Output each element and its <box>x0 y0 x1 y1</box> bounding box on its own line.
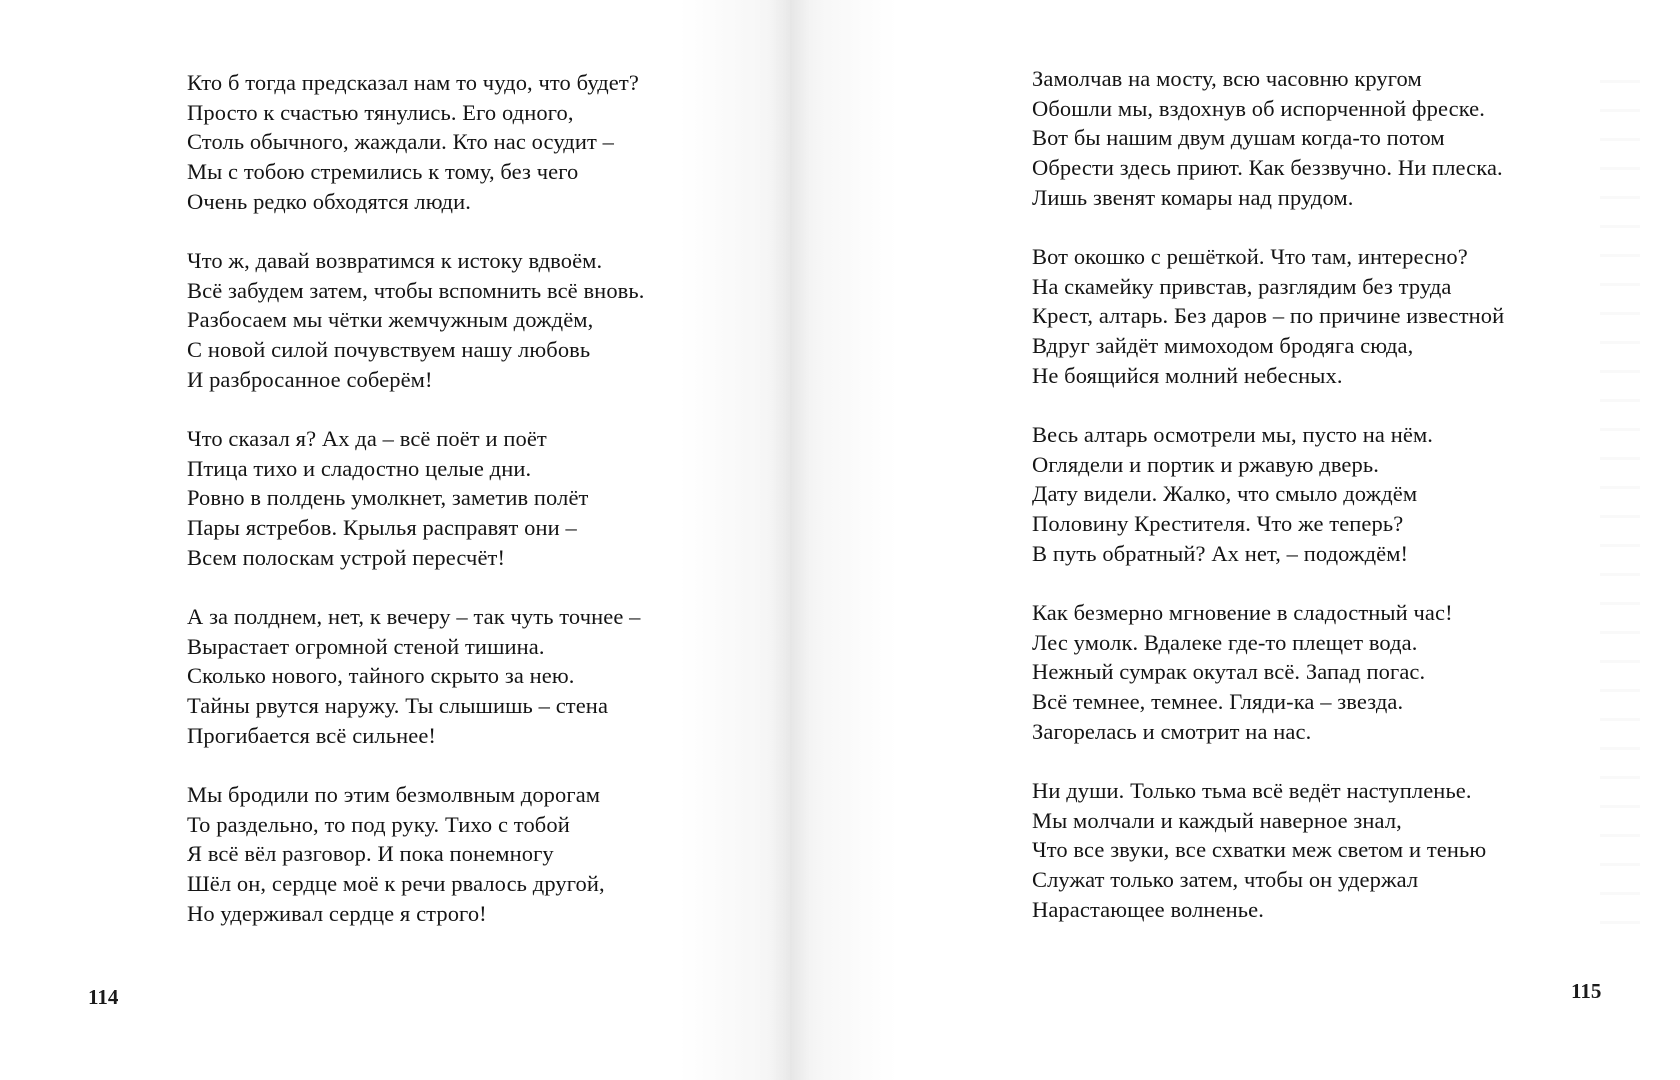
verse-line: Пары ястребов. Крылья расправят они – <box>187 515 577 541</box>
verse-line: Шёл он, сердце моё к речи рвалось другой, <box>187 871 605 897</box>
verse-line: Обошли мы, вздохнув об испорченной фреске. <box>1032 95 1485 121</box>
stanza <box>1032 420 1652 569</box>
right-page <box>790 0 1680 1080</box>
verse-line: Мы молчали и каждый наверное знал, <box>1032 807 1402 833</box>
verse-line: Просто к счастью тянулись. Его одного, <box>187 99 574 125</box>
verse-line: Что сказал я? Ах да – всё поёт и поёт <box>187 426 547 452</box>
stanza <box>1032 776 1652 925</box>
verse-line: Обрести здесь приют. Как беззвучно. Ни плеска. <box>1032 155 1503 181</box>
verse-line: Загорелась и смотрит на нас. <box>1032 718 1312 744</box>
verse-line: Что ж, давай возвратимся к истоку вдвоём. <box>187 248 603 274</box>
verse-line: Ровно в полдень умолкнет, заметив полёт <box>187 485 589 511</box>
stanza <box>1032 598 1652 747</box>
verse-line: Птица тихо и сладостно целые дни. <box>187 455 532 481</box>
verse-line: Сколько нового, тайного скрыто за нею. <box>187 663 575 689</box>
verse-line: Оглядели и портик и ржавую дверь. <box>1032 451 1379 477</box>
verse-line: Весь алтарь осмотрели мы, пусто на нём. <box>1032 422 1434 448</box>
verse-line: Кто б тогда предсказал нам то чудо, что будет? <box>187 70 639 95</box>
verse-line: Нарастающее волненье. <box>1032 896 1264 922</box>
verse-line: Дату видели. Жалко, что смыло дождём <box>1032 481 1418 507</box>
verse-line: Столь обычного, жаждали. Кто нас осудит – <box>187 129 614 155</box>
stanza <box>187 780 767 929</box>
verse-line: Прогибается всё сильнее! <box>187 722 437 748</box>
verse-line: С новой силой почувствуем нашу любовь <box>187 337 591 363</box>
stanza <box>187 602 767 751</box>
verse-line: Что все звуки, все схватки меж светом и тенью <box>1032 837 1487 863</box>
verse-line: Всем полоскам устрой пересчёт! <box>187 544 506 570</box>
verse-line: Лишь звенят комары над прудом. <box>1032 184 1354 210</box>
verse-line: Очень редко обходятся люди. <box>187 188 471 214</box>
verse-line: Мы с тобою стремились к тому, без чего <box>187 159 579 185</box>
verse-line: Вот бы нашим двум душам когда-то потом <box>1032 125 1445 151</box>
verse-line: На скамейку привстав, разглядим без труда <box>1032 273 1452 299</box>
verse-line: Нежный сумрак окутал всё. Запад погас. <box>1032 659 1426 685</box>
verse-line: В путь обратный? Ах нет, – подождём! <box>1032 540 1409 566</box>
stanza <box>1032 64 1652 213</box>
verse-line: Лес умолк. Вдалеке где-то плещет вода. <box>1032 629 1418 655</box>
verse-line: Вдруг зайдёт мимоходом бродяга сюда, <box>1032 333 1414 359</box>
stanza <box>1032 242 1652 391</box>
page-number: 115 <box>1571 979 1602 1003</box>
verse-line: Не боящийся молний небесных. <box>1032 362 1343 388</box>
stanza <box>187 424 767 573</box>
left-poem <box>187 68 767 929</box>
verse-line: То раздельно, то под руку. Тихо с тобой <box>187 811 570 837</box>
verse-line: Служат только затем, чтобы он удержал <box>1032 867 1419 893</box>
verse-line: Как безмерно мгновение в сладостный час! <box>1032 600 1453 626</box>
verse-line: Замолчав на мосту, всю часовню кругом <box>1032 66 1422 91</box>
page-number: 114 <box>88 985 119 1009</box>
stanza <box>187 68 767 217</box>
left-page <box>0 0 790 1080</box>
verse-line: Мы бродили по этим безмолвным дорогам <box>187 782 601 808</box>
verse-line: Тайны рвутся наружу. Ты слышишь – стена <box>187 693 609 719</box>
verse-line: Но удерживал сердце я строго! <box>187 900 487 926</box>
right-poem <box>1032 64 1652 925</box>
verse-line: Крест, алтарь. Без даров – по причине известной <box>1032 303 1505 329</box>
verse-line: Вырастает огромной стеной тишина. <box>187 633 545 659</box>
verse-line: Разбосаем мы чётки жемчужным дождём, <box>187 307 594 333</box>
verse-line: Ни души. Только тьма всё ведёт наступленье. <box>1032 778 1472 804</box>
verse-line: И разбросанное соберём! <box>187 366 433 392</box>
verse-line: Всё темнее, темнее. Гляди-ка – звезда. <box>1032 689 1404 715</box>
verse-line: Половину Крестителя. Что же теперь? <box>1032 511 1404 537</box>
verse-line: Всё забудем затем, чтобы вспомнить всё вновь. <box>187 277 645 303</box>
stanza <box>187 246 767 395</box>
verse-line: Вот окошко с решёткой. Что там, интересно? <box>1032 244 1468 270</box>
verse-line: А за полднем, нет, к вечеру – так чуть точнее – <box>187 604 641 630</box>
verse-line: Я всё вёл разговор. И пока понемногу <box>187 841 554 867</box>
